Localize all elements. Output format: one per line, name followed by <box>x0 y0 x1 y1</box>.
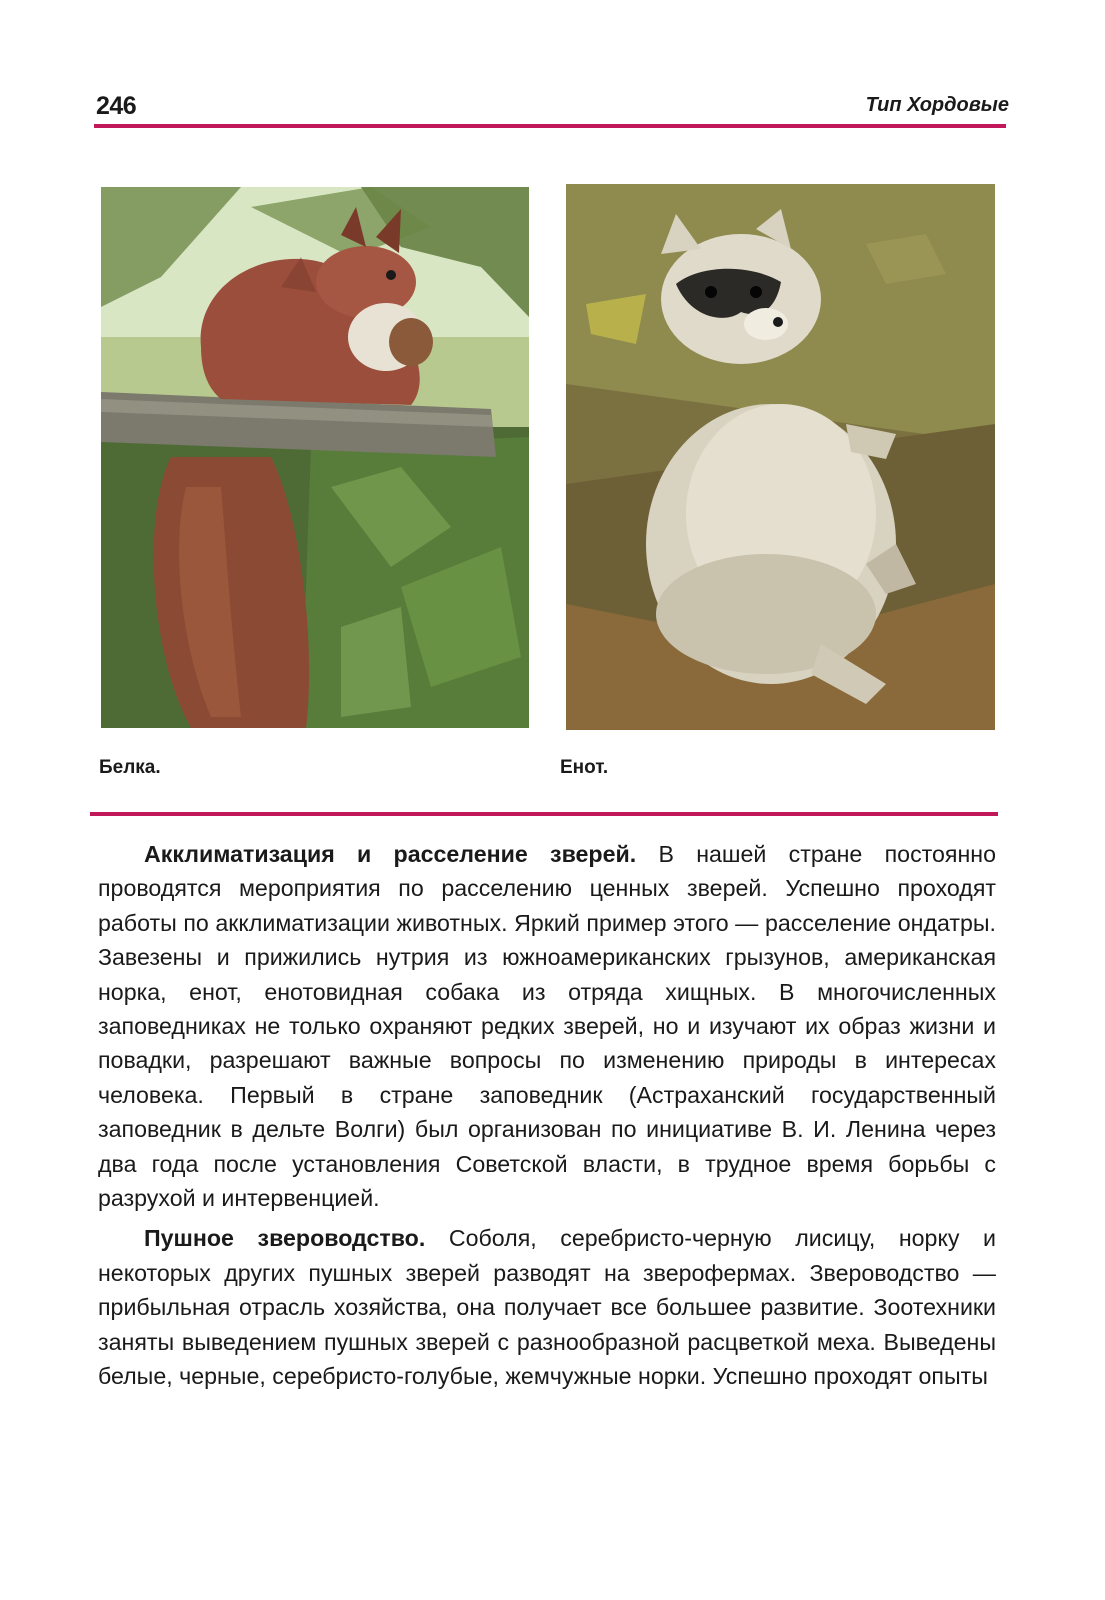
page-number: 246 <box>96 92 137 120</box>
paragraph-acclimatization <box>98 837 996 1215</box>
section-heading: Пушное звероводство. <box>144 1225 426 1252</box>
raccoon-photo <box>566 184 995 730</box>
paragraph-body: Соболя, серебристо-черную лисицу, норку и некоторых других пушных зверей разводят на зверофермах. Звероводство — прибыльная отрасль хозяйства, она получает все большее развитие. Зоотехники заняты выведением пушных зверей с разнообразной расцветкой меха. Выведены белые, черные, серебристо-голубые, жемчужные норки. Успешно проходят опыты <box>98 1225 996 1390</box>
header-divider <box>94 124 1006 128</box>
running-title: Тип Хордовые <box>865 94 1009 116</box>
paragraph-body: В нашей стране постоянно проводятся мероприятия по расселению ценных зверей. Успешно проходят работы по акклиматизации животных. Яркий пример этого — расселение ондатры. Завезены и прижились нутрия из южноамериканских грызунов, американская норка, енот, енотовидная собака из отряда хищных. В многочисленных заповедниках не только охраняют редких зверей, но и изучают их образ жизни и повадки, разрешают важные вопросы по изменению природы в интересах человека. Первый в стране заповедник (Астраханский государственный заповедник в дельте Волги) был организован по инициативе В. И. Ленина через два года после установления Советской власти, в трудное время борьбы с разрухой и интервенцией. <box>98 841 996 1212</box>
body-text <box>98 837 996 1394</box>
squirrel-photo <box>101 187 529 728</box>
raccoon-caption: Енот. <box>560 757 609 778</box>
figure-divider <box>90 812 998 816</box>
squirrel-caption: Белка. <box>99 757 161 778</box>
section-heading: Акклиматизация и расселение зверей. <box>144 841 637 867</box>
paragraph-fur-farming <box>98 1221 996 1393</box>
